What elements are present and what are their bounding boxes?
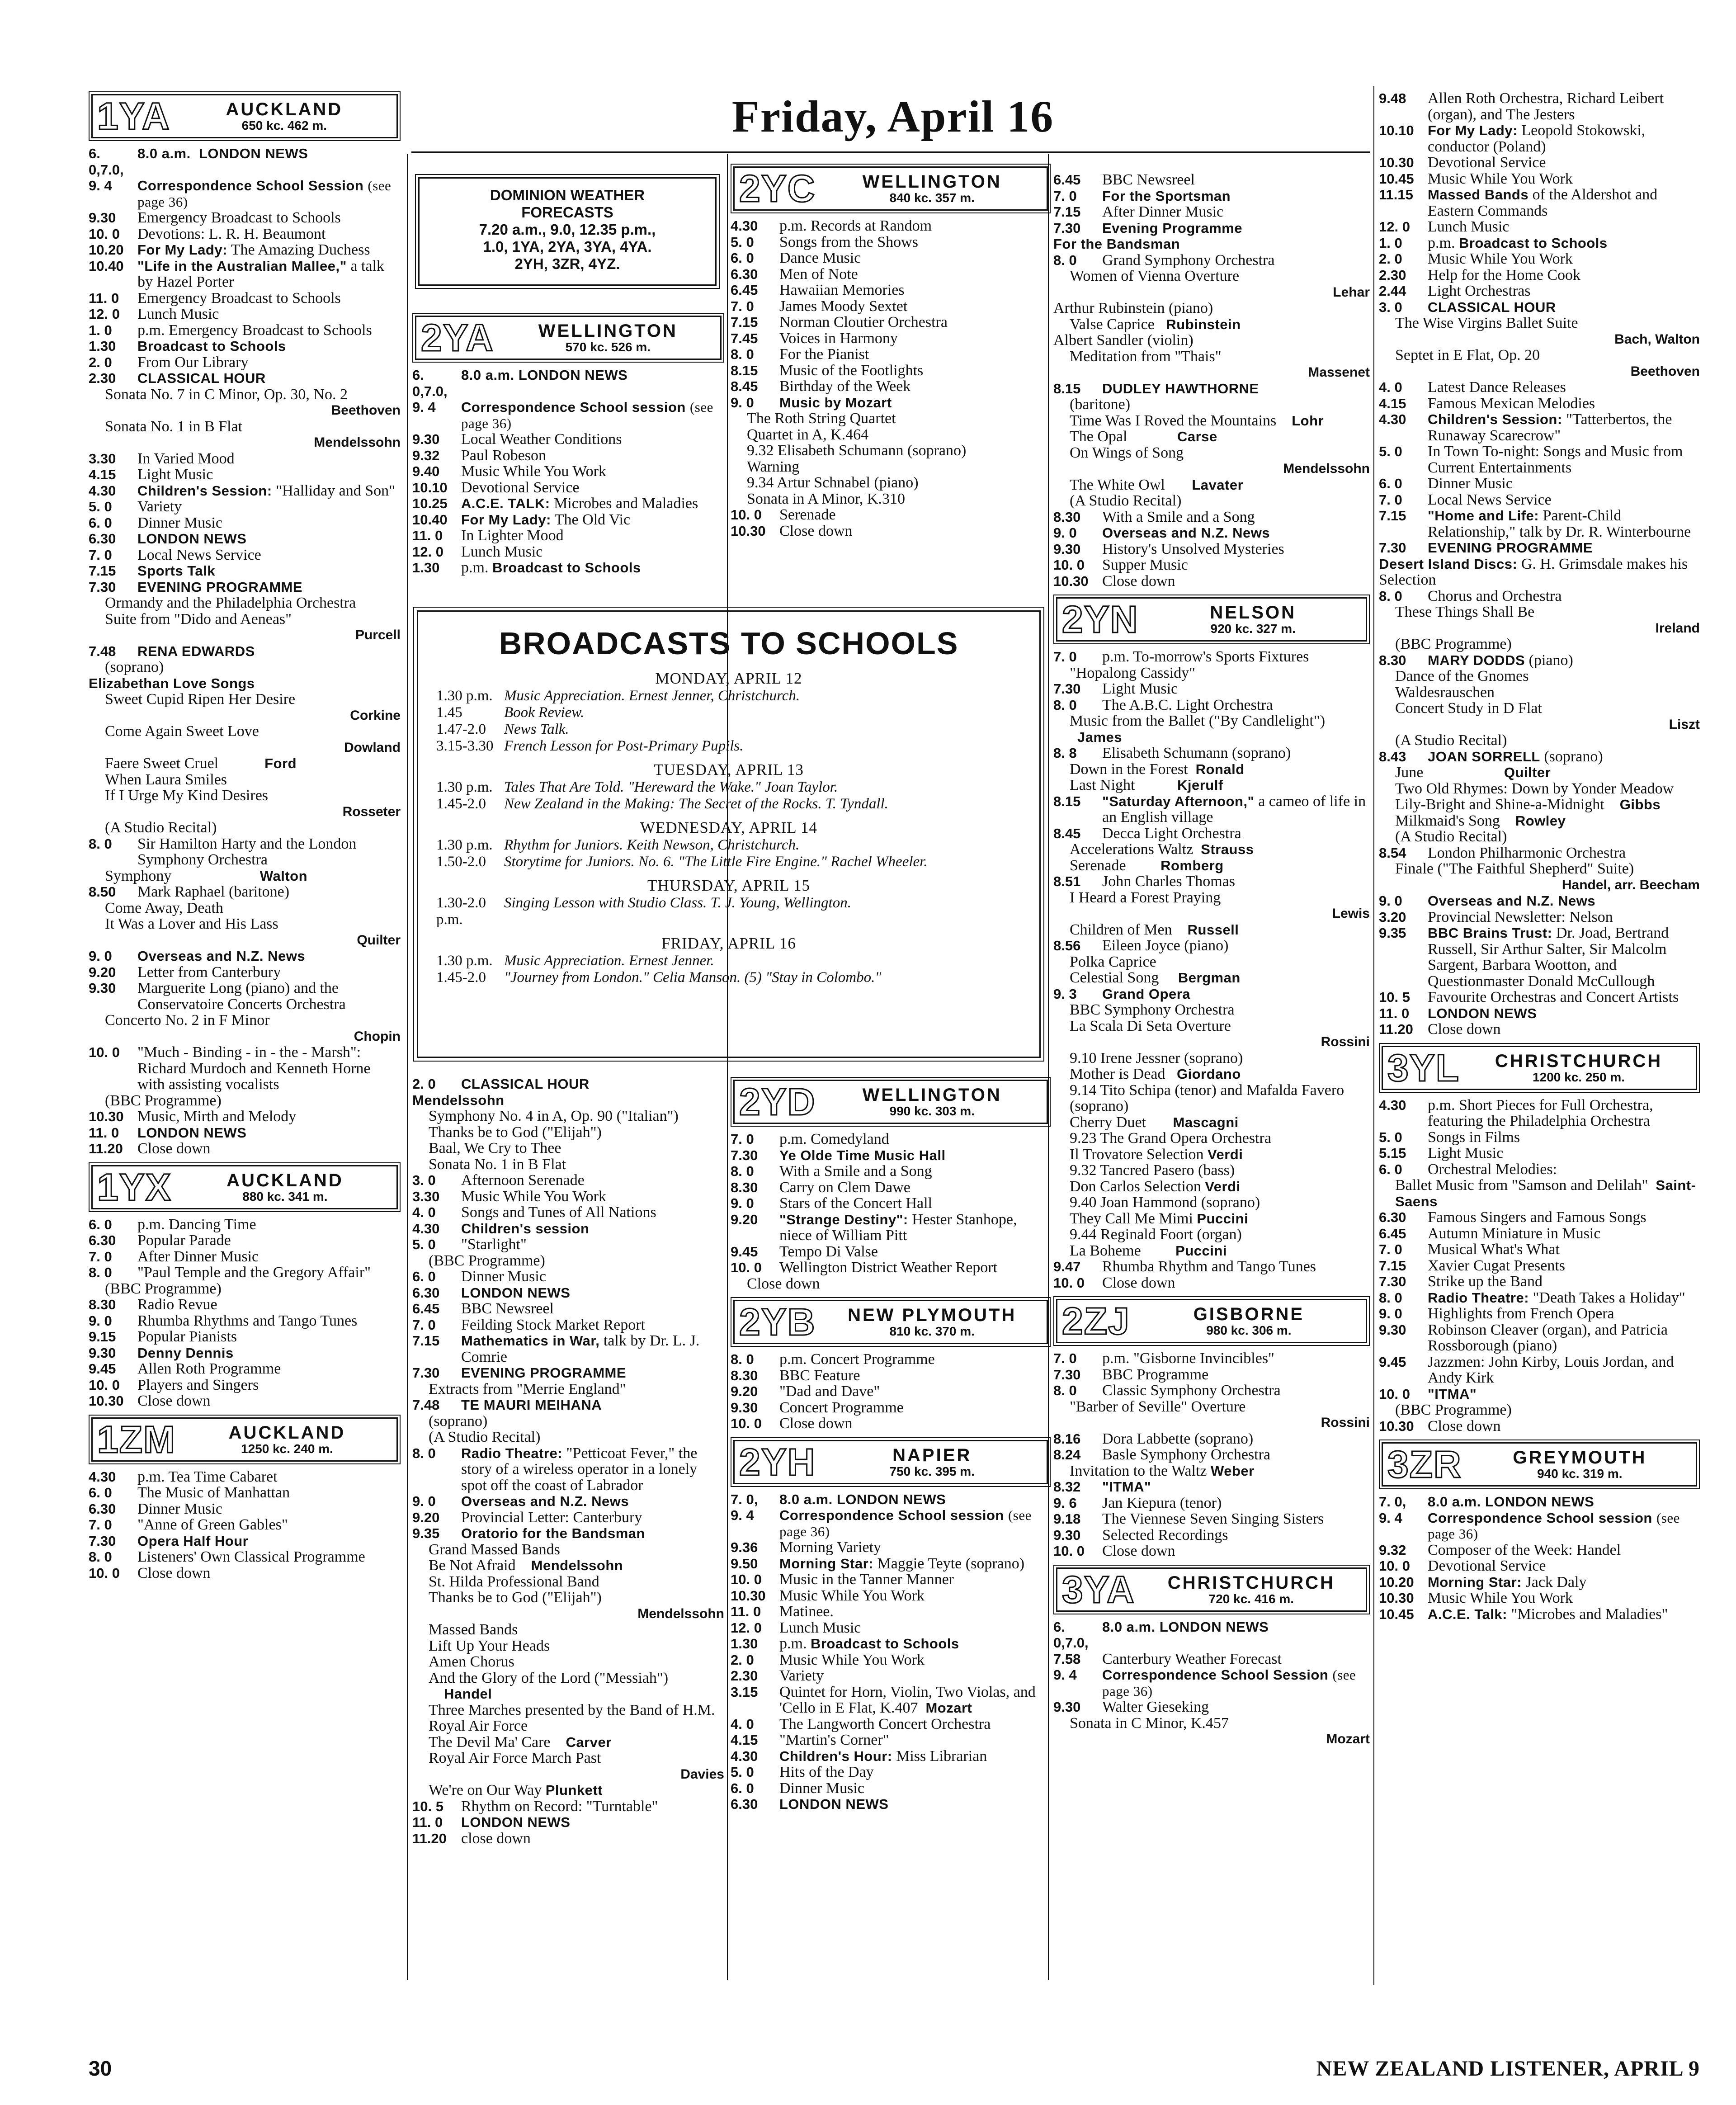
station-city: NAPIER — [892, 1445, 972, 1465]
listing-entry: 2.30 Variety — [731, 1667, 824, 1684]
station-city: WELLINGTON — [862, 1085, 1002, 1105]
listing-entry: 9. 4 Correspondence School session (see page 36) — [731, 1507, 1032, 1539]
listing-entry: 9. 0 Overseas and N.Z. News — [412, 1493, 629, 1509]
listing-entry: 9.18 The Viennese Seven Singing Sisters — [1053, 1510, 1324, 1527]
listing-entry: 4.15 Light Music — [89, 466, 213, 483]
listing-entry: 9.15 Popular Pianists — [89, 1328, 237, 1345]
listing-entry: 8. 8 Elisabeth Schumann (soprano) — [1053, 745, 1291, 761]
listing-entry: 1.30 p.m. Broadcast to Schools — [731, 1635, 959, 1652]
listing-entry: 8. 0 With a Smile and a Song — [731, 1163, 932, 1180]
station-header-2zj — [1056, 1299, 1367, 1343]
column-4: 6.45 BBC Newsreel 7. 0 For the Sportsman 7.15 After Dinner Music 7.30 Evening Programme For the Bandsman 8. 0 Grand Symphony Orchestra Women of Vienna Overture Lehar Arthur Rubinstein (piano) Valse Caprice Rubinstein Albert Sandler (violin) Meditation from "Thais" Massenet 8.15 DUDLEY HAWTHORNE (baritone) Time Was I Roved the Mountains Lohr The Opal Carse On Wings of Song Mendelssohn The White Owl Lavater (A Studio Recital) 8.30 With a Smile and a Song 9. 0 Overseas and N.Z. News 9.30 History's Unsolved Mysteries 10. 0 Supper Music 10.30 Close down 2YN NELSON 920 kc. 327 m. 7. 0 p.m. To-morrow's Sports Fixtures "Hopalong Cassidy" 7.30 Light Music 8. 0 The A.B.C. Light Orchestra Music from the Ballet ("By Candlelight") James 8. 8 Elisabeth Schumann (soprano) Down in the Forest Ronald Last Night Kjerulf 8.15 "Saturday Afternoon," a cameo of life in an English village 8.45 Decca Light Orchestra Accelerations Waltz Strauss Serenade Romberg 8.51 John Charles Thomas I Heard a Forest Praying Lewis Children of Men Russell 8.56 Eileen Joyce (piano) Polka Caprice Celestial Song Bergman 9. 3 Grand Opera BBC Symphony Orchestra La Scala Di Seta Overture Rossini 9.10 Irene Jessner (soprano) Mother is Dead Giordano 9.14 Tito Schipa (tenor) and Mafalda Favero (soprano) Cherry Duet Mascagni 9.23 The Grand Opera Orchestra Il Trovatore Selection Verdi 9.32 Tancred Pasero (bass) Don Carlos Selection Verdi 9.40 Joan Hammond (soprano) They Call Me Mimi Puccini 9.44 Reginald Foort (organ) La Boheme Puccini 9.47 Rhumba Rhythm and Tango Tunes 10. 0 Close down 2ZJ GISBORNE 980 kc. 306 m. 7. 0 p.m. "Gisborne Invincibles" 7.30 BBC Programme 8. 0 Classic Symphony Orchestra "Barber of Seville" Overture Rossini 8.16 Dora Labbette (soprano) 8.24 Basle Symphony Orchestra Invitation to the Waltz Weber 8.32 "ITMA" 9. 6 Jan Kiepura (tenor) 9.18 The Viennese Seven Singing Sisters 9.30 Selected Recordings 10. 0 Close down 3YA CHRISTCHURCH 720 kc. 416 m. 6. 0,7.0, 8.0 a.m. LONDON NEWS 7.58 Canterbury Weather Forecast 9. 4 Correspondence School Session (see page 36) 9.30 Walter Gieseking Sonata in C Minor, K.457 Mozart — [1053, 171, 1370, 1746]
listing-entry: 4. 0 The Langworth Concert Orchestra — [731, 1715, 991, 1732]
station-frequency: 810 kc. 370 m. — [889, 1324, 975, 1338]
listing-entry: 6. 0 Dinner Music — [731, 1779, 864, 1797]
listing-entry: 9.30 Emergency Broadcast to Schools — [89, 209, 341, 226]
listing-entry: 8. 0 For the Pianist — [731, 346, 869, 363]
listing-entry: 8. 0 Radio Theatre: "Death Takes a Holiday" — [1379, 1289, 1685, 1306]
listing-entry: 10. 5 Rhythm on Record: "Turntable" — [412, 1798, 658, 1815]
listing-entry: 8.30 Carry on Clem Dawe — [731, 1179, 910, 1196]
listing-entry: 11. 0 LONDON NEWS — [1379, 1005, 1537, 1021]
listing-entry: 10.20 For My Lady: The Amazing Duchess — [89, 241, 370, 258]
listing-entry: 9.30 Robinson Cleaver (organ), and Patricia Rossborough (piano) — [1379, 1321, 1668, 1354]
listing-entry: 8.24 Basle Symphony Orchestra — [1053, 1446, 1271, 1463]
listing-entry: 9.30 Concert Programme — [731, 1399, 904, 1416]
listing-entry: 6. 0,7.0, 8.0 a.m. LONDON NEWS — [412, 367, 628, 399]
listing-entry: 9. 3 Grand Opera — [1053, 986, 1190, 1002]
listing-entry: 4.30 p.m. Records at Random — [731, 217, 932, 234]
column-5: 9.48 Allen Roth Orchestra, Richard Leibert (organ), and The Jesters 10.10 For My Lady: Leopold Stokowski, conductor (Poland) 10.30 Devotional Service 10.45 Music While You Work 11.15 Massed Bands of the Aldershot and Eastern Commands 12. 0 Lunch Music 1. 0 p.m. Broadcast to Schools 2. 0 Music While You Work 2.30 Help for the Home Cook 2.44 Light Orchestras 3. 0 CLASSICAL HOUR The Wise Virgins Ballet Suite Bach, Walton Septet in E Flat, Op. 20 Beethoven 4. 0 Latest Dance Releases 4.15 Famous Mexican Melodies 4.30 Children's Session: "Tatterbertos, the Runaway Scarecrow" 5. 0 In Town To-night: Songs and Music from Current Entertainments 6. 0 Dinner Music 7. 0 Local News Service 7.15 "Home and Life: Parent-Child Relationship," talk by Dr. R. Winterbourne 7.30 EVENING PROGRAMME Desert Island Discs: G. H. Grimsdale makes his Selection 8. 0 Chorus and Orchestra These Things Shall Be Ireland (BBC Programme) 8.30 MARY DODDS (piano) Dance of the Gnomes Waldesrauschen Concert Study in D Flat Liszt (A Studio Recital) 8.43 JOAN SORRELL (soprano) June Quilter Two Old Rhymes: Down by Yonder Meadow Lily-Bright and Shine-a-Midnight Gibbs Milkmaid's Song Rowley (A Studio Recital) 8.54 London Philharmonic Orchestra Finale ("The Faithful Shepherd" Suite) Handel, arr. Beecham 9. 0 Overseas and N.Z. News 3.20 Provincial Newsletter: Nelson 9.35 BBC Brains Trust: Dr. Joad, Bertrand Russell, Sir Arthur Salter, Sir Malcolm Sargent, Barbara Wootton, and Questionmaster Donald McCullough 10. 5 Favourite Orchestras and Concert Artists 11. 0 LONDON NEWS 11.20 Close down 3YL CHRISTCHURCH 1200 kc. 250 m. 4.30 p.m. Short Pieces for Full Orchestra, featuring the Philadelphia Orchestra 5. 0 Songs in Films 5.15 Light Music 6. 0 Orchestral Melodies: Ballet Music from "Samson and Delilah" Saint-Saens 6.30 Famous Singers and Famous Songs 6.45 Autumn Miniature in Music 7. 0 Musical What's What 7.15 Xavier Cugat Presents 7.30 Strike up the Band 8. 0 Radio Theatre: "Death Takes a Holiday" 9. 0 Highlights from French Opera 9.30 Robinson Cleaver (organ), and Patricia Rossborough (piano) 9.45 Jazzmen: John Kirby, Louis Jordan, and Andy Kirk 10. 0 "ITMA" (BBC Programme) 10.30 Close down 3ZR GREYMOUTH 940 kc. 319 m. 7. 0, 8.0 a.m. LONDON NEWS 9. 4 Correspondence School session (see page 36) 9.32 Composer of the Week: Handel 10. 0 Devotional Service 10.20 Morning Star: Jack Daly 10.30 Music While You Work 10.45 A.C.E. Talk: "Microbes and Maladies" — [1379, 90, 1700, 1623]
listing-entry: 10.30 Close down — [89, 1392, 211, 1409]
listing-entry: 8.15 "Saturday Afternoon," a cameo of life in an English village — [1053, 793, 1366, 826]
listing-entry: 10.30 Close down — [1379, 1417, 1501, 1435]
station-header-2yd — [733, 1080, 1048, 1124]
listing-entry: 5. 0 Songs from the Shows — [731, 233, 918, 250]
station-logo: 2ZJ — [1062, 1300, 1130, 1342]
listing-entry: 2. 0 From Our Library — [89, 354, 249, 371]
listing-entry: 10.25 A.C.E. TALK: Microbes and Maladies — [412, 495, 698, 512]
listing-entry: 8. 0 Classic Symphony Orchestra — [1053, 1382, 1281, 1399]
station-city: NELSON — [1210, 603, 1297, 623]
listing-entry: 9. 0 Overseas and N.Z. News — [89, 948, 306, 964]
station-logo: 2YA — [421, 316, 494, 359]
listing-entry: 9. 0 Music by Mozart — [731, 394, 892, 411]
listing-entry: 6.30 Famous Singers and Famous Songs — [1379, 1209, 1646, 1226]
listing-entry: 10.30 Music While You Work — [1379, 1590, 1573, 1606]
listing-entry: 9.48 Allen Roth Orchestra, Richard Leibert (organ), and The Jesters — [1379, 90, 1664, 123]
listing-entry: 6. 0 p.m. Dancing Time — [89, 1216, 256, 1233]
station-frequency: 1200 kc. 250 m. — [1533, 1070, 1625, 1084]
listing-entry: 10. 0 Close down — [1053, 1274, 1175, 1291]
listing-entry: 7.48 RENA EDWARDS — [89, 643, 255, 659]
title-rule — [411, 151, 1370, 153]
station-frequency: 650 kc. 462 m. — [241, 118, 327, 132]
listing-entry: 7. 0 Local News Service — [1379, 491, 1552, 508]
listing-entry: 12. 0 Lunch Music — [731, 1619, 861, 1636]
listing-entry: 10. 0 Music in the Tanner Manner — [731, 1571, 954, 1588]
listing-entry: 2.30 CLASSICAL HOUR — [89, 370, 266, 386]
station-frequency: 880 kc. 341 m. — [242, 1189, 328, 1204]
station-frequency: 940 kc. 319 m. — [1537, 1467, 1623, 1481]
listing-entry: 6.45 BBC Newsreel — [1053, 171, 1195, 188]
listing-entry: 6. 0 Orchestral Melodies: — [1379, 1161, 1557, 1178]
listing-entry: 7.15 Xavier Cugat Presents — [1379, 1257, 1566, 1274]
listing-entry: 10. 0 Serenade — [731, 506, 836, 523]
listing-entry: 6. 0,7.0, 8.0 a.m. LONDON NEWS — [89, 146, 308, 178]
listing-entry: 7. 0 James Moody Sextet — [731, 297, 908, 315]
page-number: 30 — [89, 2057, 112, 2080]
listing-entry: 7.30 Ye Olde Time Music Hall — [731, 1147, 946, 1163]
listing-entry: 1. 0 p.m. Emergency Broadcast to Schools — [89, 321, 372, 339]
listing-entry: 6.30 Popular Parade — [89, 1232, 231, 1249]
listing-entry: 10. 0 Devotions: L. R. H. Beaumont — [89, 225, 326, 242]
column-rule-2 — [727, 154, 728, 1980]
listing-entry: 10. 0 Wellington District Weather Report — [731, 1259, 998, 1276]
listing-entry: 7.30 EVENING PROGRAMME — [89, 579, 303, 595]
listing-entry: 8.32 "ITMA" — [1053, 1479, 1151, 1495]
listing-entry: 6.30 LONDON NEWS — [412, 1284, 571, 1301]
listing-entry: 8.15 DUDLEY HAWTHORNE — [1053, 380, 1259, 396]
listing-entry: 9. 4 Correspondence School session (see page 36) — [412, 399, 713, 431]
listing-entry: 10.45 Music While You Work — [1379, 170, 1573, 187]
column-3: 2YC WELLINGTON 840 kc. 357 m. 4.30 p.m. Records at Random 5. 0 Songs from the Shows 6. 0 Dance Music 6.30 Men of Note 6.45 Hawaiian Memories 7. 0 James Moody Sextet 7.15 Norman Cloutier Orchestra 7.45 Voices in Harmony 8. 0 For the Pianist 8.15 Music of the Footlights 8.45 Birthday of the Week 9. 0 Music by Mozart The Roth String Quartet Quartet in A, K.464 9.32 Elisabeth Schumann (soprano) Warning 9.34 Artur Schnabel (piano) Sonata in A Minor, K.310 10. 0 Serenade 10.30 Close down — [731, 158, 1051, 539]
listing-entry: 6.45 BBC Newsreel — [412, 1300, 554, 1317]
weather-line: 1.0, 1YA, 2YA, 3YA, 4YA. — [483, 238, 652, 255]
listing-entry: 9.50 Morning Star: Maggie Teyte (soprano) — [731, 1555, 1025, 1572]
listing-entry: 10. 0 "ITMA" — [1379, 1386, 1477, 1402]
listing-entry: 11. 0 Emergency Broadcast to Schools — [89, 289, 341, 307]
station-city: GREYMOUTH — [1513, 1448, 1647, 1468]
station-city: AUCKLAND — [226, 99, 343, 119]
listing-entry: 8. 0 Grand Symphony Orchestra — [1053, 251, 1275, 269]
listing-entry: 10. 0 Close down — [1053, 1543, 1175, 1559]
listing-entry: 9. 0 Overseas and N.Z. News — [1053, 525, 1270, 541]
listing-entry: 6.30 LONDON NEWS — [731, 1796, 889, 1812]
listing-entry: 6.30 Men of Note — [731, 265, 858, 283]
listing-entry: 7. 0 For the Sportsman — [1053, 188, 1231, 204]
listing-entry: 7.58 Canterbury Weather Forecast — [1053, 1650, 1282, 1667]
listing-entry: 9.20 Provincial Letter: Canterbury — [412, 1509, 642, 1526]
listing-entry: 5. 0 Variety — [89, 498, 182, 515]
listing-entry: 4. 0 Songs and Tunes of All Nations — [412, 1204, 656, 1221]
listing-entry: 6. 0 The Music of Manhattan — [89, 1484, 290, 1501]
listing-entry: 6.45 Hawaiian Memories — [731, 282, 905, 298]
listing-entry: 3.30 Music While You Work — [412, 1188, 606, 1205]
listing-entry: 7.15 Norman Cloutier Orchestra — [731, 314, 948, 330]
listing-entry: 6. 0 Dinner Music — [89, 514, 222, 531]
weather-line: FORECASTS — [521, 204, 613, 221]
station-logo: 1YX — [97, 1166, 172, 1208]
listing-entry: 11.20 Close down — [89, 1140, 211, 1157]
listing-entry: 2. 0 Music While You Work — [1379, 250, 1573, 267]
listing-entry: 9.20 "Dad and Dave" — [731, 1383, 880, 1400]
listing-entry: 7. 0 p.m. "Gisborne Invincibles" — [1053, 1350, 1274, 1367]
listing-entry: 9. 0 Stars of the Concert Hall — [731, 1195, 933, 1212]
listing-entry: 7.30 EVENING PROGRAMME — [1379, 540, 1593, 556]
station-city: CHRISTCHURCH — [1495, 1051, 1663, 1071]
listing-entry: 7. 0 p.m. To-morrow's Sports Fixtures — [1053, 648, 1309, 665]
schools-day: MONDAY, APRIL 12 — [655, 670, 802, 687]
listing-entry: 3. 0 CLASSICAL HOUR — [1379, 299, 1556, 315]
station-logo: 3ZR — [1387, 1443, 1462, 1486]
listing-entry: 8.51 John Charles Thomas — [1053, 873, 1236, 890]
column-1: 1YA AUCKLAND 650 kc. 462 m. 6. 0,7.0, 8.0 a.m. LONDON NEWS 9. 4 Correspondence School Session (see page 36) 9.30 Emergency Broadcast to Schools 10. 0 Devotions: L. R. H. Beaumont 10.20 For My Lady: The Amazing Duchess 10.40 "Life in the Australian Mallee," a talk by Hazel Porter 11. 0 Emergency Broadcast to Schools 12. 0 Lunch Music 1. 0 p.m. Emergency Broadcast to Schools 1.30 Broadcast to Schools 2. 0 From Our Library 2.30 CLASSICAL HOUR Sonata No. 7 in C Minor, Op. 30, No. 2 Beethoven Sonata No. 1 in B Flat Mendelssohn 3.30 In Varied Mood 4.15 Light Music 4.30 Children's Session: "Halliday and Son" 5. 0 Variety 6. 0 Dinner Music 6.30 LONDON NEWS 7. 0 Local News Service 7.15 Sports Talk 7.30 EVENING PROGRAMME Ormandy and the Philadelphia Orchestra Suite from "Dido and Aeneas" Purcell 7.48 RENA EDWARDS (soprano) Elizabethan Love Songs Sweet Cupid Ripen Her Desire Corkine Come Again Sweet Love Dowland Faere Sweet Cruel Ford When Laura Smiles If I Urge My Kind Desires Rosseter (A Studio Recital) 8. 0 Sir Hamilton Harty and the London Symphony Orchestra Symphony Walton 8.50 Mark Raphael (baritone) Come Away, Death It Was a Lover and His Lass Quilter 9. 0 Overseas and N.Z. News 9.20 Letter from Canterbury 9.30 Marguerite Long (piano) and the Conservatoire Concerts Orchestra Concerto No. 2 in F Minor Chopin 10. 0 "Much - Binding - in - the - Marsh": Richard Murdoch and Kenneth Horne with assisting vocalists (BBC Programme) 10.30 Music, Mirth and Melody 11. 0 LONDON NEWS 11.20 Close down 1YX AUCKLAND 880 kc. 341 m. 6. 0 p.m. Dancing Time 6.30 Popular Parade 7. 0 After Dinner Music 8. 0 "Paul Temple and the Gregory Affair" (BBC Programme) 8.30 Radio Revue 9. 0 Rhumba Rhythms and Tango Tunes 9.15 Popular Pianists 9.30 Denny Dennis 9.45 Allen Roth Programme 10. 0 Players and Singers 10.30 Close down 1ZM AUCKLAND 1250 kc. 240 m. 4.30 p.m. Tea Time Cabaret 6. 0 The Music of Manhattan 6.30 Dinner Music 7. 0 "Anne of Green Gables" 7.30 Opera Half Hour 8. 0 Listeners' Own Classical Programme 10. 0 Close down — [89, 95, 401, 1581]
listing-entry: 9.30 Denny Dennis — [89, 1345, 234, 1361]
listing-entry: 10.40 For My Lady: The Old Vic — [412, 511, 631, 528]
station-logo: 3YL — [1387, 1046, 1460, 1089]
station-logo: 3YA — [1062, 1568, 1135, 1611]
listing-entry: 9.20 Letter from Canterbury — [89, 963, 281, 981]
schools-day: FRIDAY, APRIL 16 — [661, 935, 796, 952]
listing-entry: 10.40 "Life in the Australian Mallee," a talk by Hazel Porter — [89, 257, 384, 290]
listing-entry: 6. 0 Dinner Music — [1379, 475, 1513, 492]
listing-entry: 1.30 p.m. Broadcast to Schools — [412, 559, 641, 576]
schools-day: WEDNESDAY, APRIL 14 — [640, 819, 818, 836]
listing-entry: 7.48 TE MAURI MEIHANA — [412, 1397, 602, 1413]
station-frequency: 750 kc. 395 m. — [889, 1464, 975, 1478]
listing-entry: 8.54 London Philharmonic Orchestra — [1379, 844, 1626, 861]
listing-entry: 7.30 Light Music — [1053, 680, 1178, 697]
listing-entry: 5. 0 In Town To-night: Songs and Music from Current Entertainments — [1379, 443, 1683, 476]
listing-entry: 7. 0, 8.0 a.m. LONDON NEWS — [1379, 1494, 1594, 1510]
listing-entry: 12. 0 Lunch Music — [412, 543, 543, 560]
listing-entry: 5. 0 Hits of the Day — [731, 1764, 874, 1780]
listing-entry: 9. 4 Correspondence School session (see page 36) — [1379, 1510, 1680, 1542]
listing-entry: 9. 0 Rhumba Rhythms and Tango Tunes — [89, 1312, 358, 1329]
listing-entry: 10. 0 Supper Music — [1053, 557, 1188, 573]
station-city: WELLINGTON — [538, 321, 678, 341]
listing-entry: 8.45 Decca Light Orchestra — [1053, 825, 1241, 842]
listing-entry: 7.15 Sports Talk — [89, 563, 216, 579]
listing-entry: 9.35 BBC Brains Trust: Dr. Joad, Bertrand Russell, Sir Arthur Salter, Sir Malcolm Sargent, Barbara Wootton, and Questionmaster Donald McCullough — [1379, 925, 1669, 990]
column-2-bottom: 2. 0 CLASSICAL HOUR Mendelssohn Symphony No. 4 in A, Op. 90 ("Italian") Thanks be to God ("Elijah") Baal, We Cry to Thee Sonata No. 1 in B Flat 3. 0 Afternoon Serenade 3.30 Music While You Work 4. 0 Songs and Tunes of All Nations 4.30 Children's session 5. 0 "Starlight" (BBC Programme) 6. 0 Dinner Music 6.30 LONDON NEWS 6.45 BBC Newsreel 7. 0 Feilding Stock Market Report 7.15 Mathematics in War, talk by Dr. L. J. Comrie 7.30 EVENING PROGRAMME Extracts from "Merrie England" 7.48 TE MAURI MEIHANA (soprano) (A Studio Recital) 8. 0 Radio Theatre: "Petticoat Fever," the story of a wireless operator in a lonely spot off the coast of Labrador 9. 0 Overseas and N.Z. News 9.20 Provincial Letter: Canterbury 9.35 Oratorio for the Bandsman Grand Massed Bands Be Not Afraid Mendelssohn St. Hilda Professional Band Thanks be to God ("Elijah") Mendelssohn Massed Bands Lift Up Your Heads Amen Chorus And the Glory of the Lord ("Messiah") Handel Three Marches presented by the Band of H.M. Royal Air Force The Devil Ma' Care Carver Royal Air Force March Past Davies We're on Our Way Plunkett 10. 5 Rhythm on Record: "Turntable" 11. 0 LONDON NEWS 11.20 close down — [412, 1076, 724, 1847]
column-rule-1 — [407, 154, 408, 1980]
listing-entry: 9. 4 Correspondence School Session (see page 36) — [89, 178, 392, 210]
listing-entry: 10. 0 "Much - Binding - in - the - Marsh": Richard Murdoch and Kenneth Horne with assisting vocalists — [89, 1044, 371, 1093]
listing-entry: 11. 0 LONDON NEWS — [89, 1124, 247, 1141]
weather-line: 2YH, 3ZR, 4YZ. — [514, 255, 620, 272]
listing-entry: 9.32 Paul Robeson — [412, 447, 546, 464]
listing-entry: 8. 0 The A.B.C. Light Orchestra — [1053, 696, 1273, 713]
listing-entry: 9. 0 Highlights from French Opera — [1379, 1305, 1614, 1322]
listing-entry: 9.36 Morning Variety — [731, 1539, 882, 1556]
listing-entry: 10.30 Music, Mirth and Melody — [89, 1108, 297, 1125]
station-city: CHRISTCHURCH — [1167, 1572, 1335, 1593]
listing-entry: 9.45 Allen Roth Programme — [89, 1360, 281, 1377]
listing-entry: 6.30 LONDON NEWS — [89, 531, 247, 547]
listing-entry: 8. 0 Chorus and Orchestra — [1379, 587, 1562, 604]
listing-entry: 7. 0 After Dinner Music — [89, 1248, 259, 1265]
listing-entry: 10. 0 Players and Singers — [89, 1376, 259, 1393]
column-2-top — [412, 307, 724, 576]
listing-entry: 4.30 Children's Session: "Halliday and Son" — [89, 482, 396, 499]
listing-entry: 4.30 Children's Session: "Tatterbertos, the Runaway Scarecrow" — [1379, 411, 1672, 444]
listing-entry: 12. 0 Lunch Music — [1379, 218, 1510, 235]
listing-entry: 7.45 Voices in Harmony — [731, 330, 898, 347]
broadcasts-to-schools-box: BROADCASTS TO SCHOOLS MONDAY, APRIL 12 1.30 p.m. Music Appreciation. Ernest Jenner, Christchurch. 1.45 Book Review. 1.47-2.0 News Talk. 3.15-3.30 French Lesson for Post-Primary Pupils. TUESDAY, APRIL 13 1.30 p.m. Tales That Are Told. "Hereward the Wake." Joan Taylor. 1.45-2.0 New Zealand in the Making: The Secret of the Rocks. T. Tyndall. WEDNESDAY, APRIL 14 1.30 p.m. Rhythm for Juniors. Keith Newson, Christchurch. 1.50-2.0 Storytime for Juniors. No. 6. "The Little Fire Engine." Rachel Wheeler. THURSDAY, APRIL 15 1.30-2.0 p.m. Singing Lesson with Studio Class. T. J. Young, Wellington. FRIDAY, APRIL 16 1.30 p.m. Music Appreciation. Ernest Jenner. 1.45-2.0 "Journey from London." Celia Manson. (5) "Stay in Colombo." — [417, 610, 1041, 1058]
listing-entry: 8. 0 p.m. Concert Programme — [731, 1351, 935, 1368]
listing-entry: 5. 0 "Starlight" — [412, 1236, 527, 1253]
station-frequency: 840 kc. 357 m. — [889, 191, 975, 205]
station-header-3zr — [1382, 1442, 1697, 1487]
listing-entry: 2.30 Help for the Home Cook — [1379, 266, 1581, 283]
listing-entry: 8.30 BBC Feature — [731, 1367, 860, 1384]
station-logo: 2YN — [1062, 598, 1139, 641]
listing-entry: 9.30 Selected Recordings — [1053, 1526, 1228, 1543]
listing-entry: 7. 0 p.m. Comedyland — [731, 1131, 889, 1147]
listing-entry: 7. 0, 8.0 a.m. LONDON NEWS — [731, 1491, 946, 1507]
station-header-1zm — [91, 1417, 398, 1462]
listing-entry: 9.45 Jazzmen: John Kirby, Louis Jordan, and Andy Kirk — [1379, 1353, 1674, 1386]
listing-entry: 8. 0 Radio Theatre: "Petticoat Fever," the story of a wireless operator in a lonely spot off the coast of Labrador — [412, 1444, 698, 1494]
listing-entry: 9.30 History's Unsolved Mysteries — [1053, 540, 1284, 557]
station-frequency: 1250 kc. 240 m. — [241, 1441, 333, 1456]
station-city: AUCKLAND — [228, 1422, 346, 1443]
listing-entry: 7.30 Strike up the Band — [1379, 1273, 1543, 1290]
listing-entry: 4.30 p.m. Tea Time Cabaret — [89, 1468, 278, 1485]
listing-entry: 10.30 Close down — [1053, 572, 1175, 590]
listing-entry: 7.30 Evening Programme — [1053, 220, 1242, 236]
listing-entry: 8.45 Birthday of the Week — [731, 378, 911, 395]
listing-entry: 3.30 In Varied Mood — [89, 450, 235, 467]
listing-entry: 4. 0 Latest Dance Releases — [1379, 379, 1566, 396]
station-logo: 2YH — [739, 1440, 816, 1483]
listing-entry: 10.45 A.C.E. Talk: "Microbes and Maladies" — [1379, 1605, 1668, 1623]
listing-entry: 7.15 After Dinner Music — [1053, 203, 1224, 220]
station-frequency: 990 kc. 303 m. — [889, 1104, 975, 1118]
station-city: WELLINGTON — [862, 172, 1002, 192]
station-header-3yl — [1382, 1046, 1697, 1090]
listing-entry: 8.30 MARY DODDS (piano) — [1379, 651, 1573, 669]
listing-entry: 8.30 Radio Revue — [89, 1296, 217, 1313]
station-logo: 2YC — [739, 167, 816, 210]
listing-entry: 9.45 Tempo Di Valse — [731, 1243, 878, 1260]
listing-entry: 10. 0 Close down — [89, 1564, 211, 1581]
station-header-2yc — [733, 166, 1048, 211]
station-header-2ya — [415, 316, 722, 360]
listing-entry: 1.30 Broadcast to Schools — [89, 338, 286, 354]
station-header-2yn — [1056, 597, 1367, 642]
weather-line: DOMINION WEATHER — [490, 187, 645, 203]
listing-entry: 2. 0 CLASSICAL HOUR — [412, 1076, 590, 1092]
weather-forecast-box — [418, 177, 717, 286]
listing-entry: 7. 0 Local News Service — [89, 546, 261, 563]
listing-entry: 7. 0 "Anne of Green Gables" — [89, 1516, 288, 1533]
listing-entry: 11.20 close down — [412, 1830, 531, 1847]
listing-entry: 9.40 Music While You Work — [412, 463, 606, 480]
listing-entry: 3.20 Provincial Newsletter: Nelson — [1379, 908, 1613, 925]
station-logo: 2YD — [739, 1081, 816, 1123]
listing-entry: 9.30 Local Weather Conditions — [412, 431, 622, 448]
listing-entry: 8. 0 Sir Hamilton Harty and the London Symphony Orchestra — [89, 835, 357, 868]
listing-entry: 10. 0 Devotional Service — [1379, 1558, 1546, 1574]
listing-entry: 10.30 Devotional Service — [1379, 154, 1546, 171]
station-city: NEW PLYMOUTH — [848, 1305, 1017, 1325]
listing-entry: 1. 0 p.m. Broadcast to Schools — [1379, 234, 1608, 251]
listing-entry: 3. 0 Afternoon Serenade — [412, 1172, 585, 1189]
listing-entry: 6. 0 Dance Music — [731, 250, 861, 266]
listing-entry: 7. 0 Musical What's What — [1379, 1241, 1560, 1258]
listing-entry: 10. 0 Close down — [731, 1415, 853, 1432]
listing-entry: 4.30 p.m. Short Pieces for Full Orchestra, featuring the Philadelphia Orchestra — [1379, 1096, 1653, 1129]
listing-entry: 7.30 Opera Half Hour — [89, 1533, 249, 1549]
listing-entry: 7.30 BBC Programme — [1053, 1366, 1209, 1383]
listing-entry: 9.30 Marguerite Long (piano) and the Conservatoire Concerts Orchestra — [89, 980, 346, 1013]
station-header-1yx — [91, 1165, 398, 1209]
station-city: AUCKLAND — [226, 1170, 344, 1190]
listing-entry: 4.15 Famous Mexican Melodies — [1379, 395, 1595, 412]
listing-entry: 9.35 Oratorio for the Bandsman — [412, 1525, 645, 1541]
station-frequency: 570 kc. 526 m. — [565, 340, 651, 354]
listing-entry: 5. 0 Songs in Films — [1379, 1128, 1520, 1146]
listing-entry: 11. 0 In Lighter Mood — [412, 527, 564, 544]
listing-entry: 11.20 Close down — [1379, 1021, 1501, 1038]
station-header-3ya — [1056, 1567, 1367, 1612]
listing-entry: 10. 5 Favourite Orchestras and Concert Artists — [1379, 989, 1679, 1005]
listing-entry: 10.30 Music While You Work — [731, 1587, 925, 1604]
listing-entry: 4.15 "Martin's Corner" — [731, 1732, 889, 1748]
listing-entry: 7.30 EVENING PROGRAMME — [412, 1365, 627, 1381]
column-rule-4 — [1373, 86, 1374, 1985]
listing-entry: 7.15 Mathematics in War, talk by Dr. L. J. Comrie — [412, 1332, 700, 1365]
listing-entry: 4.30 Children's Hour: Miss Librarian — [731, 1747, 987, 1765]
listing-entry: 10.10 Devotional Service — [412, 479, 580, 496]
listing-entry: 5.15 Light Music — [1379, 1145, 1504, 1161]
listing-entry: 11. 0 LONDON NEWS — [412, 1814, 571, 1830]
listing-entry: 9.30 Walter Gieseking — [1053, 1699, 1209, 1715]
station-city: GISBORNE — [1193, 1304, 1305, 1324]
station-header-2yh — [733, 1440, 1048, 1484]
listing-entry: 8. 0 "Paul Temple and the Gregory Affair" — [89, 1264, 371, 1281]
station-frequency: 720 kc. 416 m. — [1208, 1591, 1294, 1606]
listing-entry: 9.20 "Strange Destiny": Hester Stanhope, niece of William Pitt — [731, 1211, 1017, 1244]
listing-entry: 2. 0 Music While You Work — [731, 1651, 925, 1668]
listing-entry: 6.30 Dinner Music — [89, 1500, 222, 1517]
listing-entry: 8.30 With a Smile and a Song — [1053, 508, 1255, 525]
station-logo: 1ZM — [97, 1418, 176, 1461]
listing-entry: 11.15 Massed Bands of the Aldershot and Eastern Commands — [1379, 186, 1658, 219]
schools-day: TUESDAY, APRIL 13 — [654, 761, 804, 779]
listing-entry: 12. 0 Lunch Music — [89, 306, 219, 322]
station-frequency: 980 kc. 306 m. — [1206, 1323, 1292, 1337]
column-3-bottom: 2YD WELLINGTON 990 kc. 303 m. 7. 0 p.m. Comedyland 7.30 Ye Olde Time Music Hall 8. 0 With a Smile and a Song 8.30 Carry on Clem Dawe 9. 0 Stars of the Concert Hall 9.20 "Strange Destiny": Hester Stanhope, niece of William Pitt 9.45 Tempo Di Valse 10. 0 Wellington District Weather Report Close down 2YB NEW PLYMOUTH 810 kc. 370 m. 8. 0 p.m. Concert Programme 8.30 BBC Feature 9.20 "Dad and Dave" 9.30 Concert Programme 10. 0 Close down 2YH NAPIER 750 kc. 395 m. 7. 0, 8.0 a.m. LONDON NEWS 9. 4 Correspondence School session (see page 36) 9.36 Morning Variety 9.50 Morning Star: Maggie Teyte (soprano) 10. 0 Music in the Tanner Manner 10.30 Music While You Work 11. 0 Matinee. 12. 0 Lunch Music 1.30 p.m. Broadcast to Schools 2. 0 Music While You Work 2.30 Variety 3.15 Quintet for Horn, Violin, Two Violas, and 'Cello in E Flat, K.407 Mozart 4. 0 The Langworth Concert Orchestra 4.15 "Martin's Corner" 4.30 Children's Hour: Miss Librarian 5. 0 Hits of the Day 6. 0 Dinner Music 6.30 LONDON NEWS — [731, 1071, 1051, 1812]
listing-entry: 6. 0 Dinner Music — [412, 1268, 546, 1285]
listing-entry: 8.15 Music of the Footlights — [731, 362, 924, 379]
schools-day: THURSDAY, APRIL 15 — [647, 877, 810, 894]
station-header-1ya — [91, 94, 398, 138]
listing-entry: 8.56 Eileen Joyce (piano) — [1053, 937, 1229, 954]
listing-entry: 11. 0 Matinee. — [731, 1603, 834, 1620]
station-header-2yb — [733, 1300, 1048, 1344]
listing-entry: 2.44 Light Orchestras — [1379, 283, 1531, 299]
listing-entry: 6. 0,7.0, 8.0 a.m. LONDON NEWS — [1053, 1619, 1269, 1651]
publication-footer: NEW ZEALAND LISTENER, APRIL 9 — [1316, 2057, 1700, 2081]
weather-line: 7.20 a.m., 9.0, 12.35 p.m., — [479, 221, 656, 238]
listing-entry: 10.20 Morning Star: Jack Daly — [1379, 1573, 1587, 1591]
listing-entry: 9.32 Composer of the Week: Handel — [1379, 1541, 1621, 1558]
listing-entry: 10.30 Close down — [731, 522, 853, 539]
listing-entry: 8.16 Dora Labbette (soprano) — [1053, 1430, 1254, 1447]
station-logo: 1YA — [97, 95, 170, 137]
listing-entry: 6.45 Autumn Miniature in Music — [1379, 1225, 1601, 1242]
listing-entry: 7. 0 Feilding Stock Market Report — [412, 1316, 646, 1333]
station-logo: 2YB — [739, 1301, 816, 1343]
listing-entry: 8.50 Mark Raphael (baritone) — [89, 883, 290, 900]
listing-entry: 9. 0 Overseas and N.Z. News — [1379, 893, 1596, 909]
listing-entry: 10.10 For My Lady: Leopold Stokowski, conductor (Poland) — [1379, 122, 1646, 155]
listing-entry: 9. 6 Jan Kiepura (tenor) — [1053, 1494, 1222, 1511]
page-title: Friday, April 16 — [731, 91, 1054, 142]
schools-title: BROADCASTS TO SCHOOLS — [499, 626, 959, 661]
listing-entry: 3.15 Quintet for Horn, Violin, Two Violas, and 'Cello in E Flat, K.407 Mozart — [731, 1683, 1036, 1716]
station-frequency: 920 kc. 327 m. — [1210, 622, 1296, 636]
listing-entry: 4.30 Children's session — [412, 1220, 590, 1237]
listing-entry: 8.43 JOAN SORRELL (soprano) — [1379, 748, 1603, 765]
listing-entry: 8. 0 Listeners' Own Classical Programme — [89, 1548, 365, 1565]
listing-entry: 9. 4 Correspondence School Session (see page 36) — [1053, 1667, 1356, 1699]
listing-entry: 7.15 "Home and Life: Parent-Child Relationship," talk by Dr. R. Winterbourne — [1379, 507, 1691, 540]
listing-entry: 9.47 Rhumba Rhythm and Tango Tunes — [1053, 1258, 1316, 1275]
